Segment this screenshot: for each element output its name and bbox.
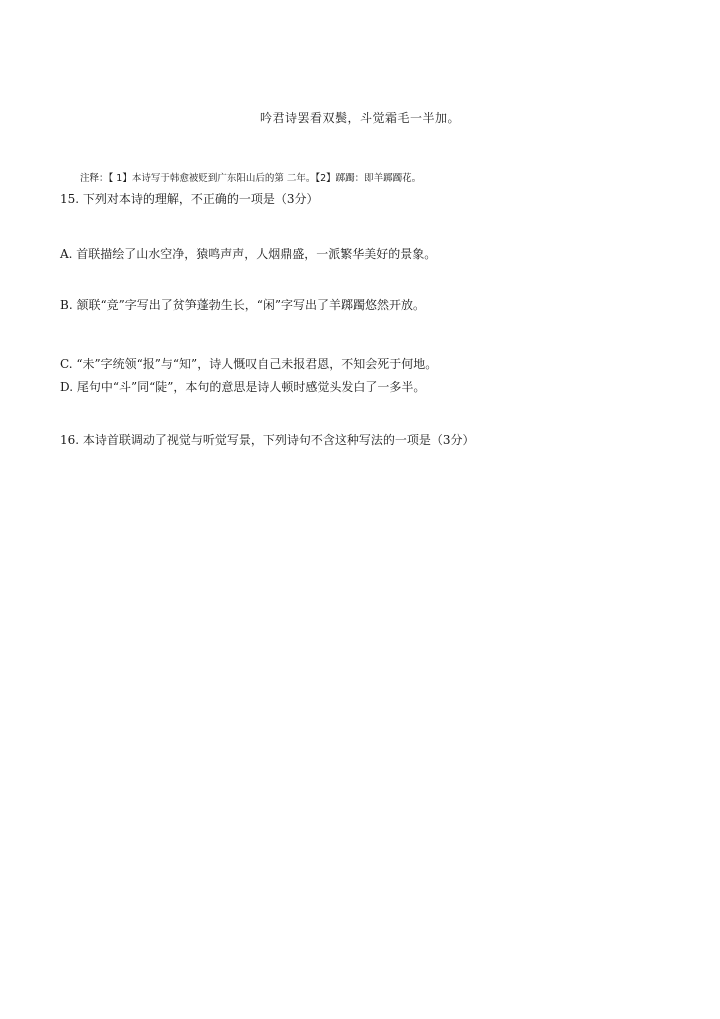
question-15-option-a: A. 首联描绘了山水空净，猿鸣声声，人烟鼎盛，一派繁华美好的景象。 — [60, 247, 437, 261]
poem-line: 吟君诗罢看双鬓，斗觉霜毛一半加。 — [259, 111, 460, 125]
question-16-stem: 16. 本诗首联调动了视觉与听觉写景，下列诗句不含这种写法的一项是（3分） — [60, 433, 475, 447]
question-15-option-b: B. 颔联“竞”字写出了贫笋蓬勃生长，“闲”字写出了羊踯躅悠然开放。 — [60, 298, 425, 312]
question-15-option-d: D. 尾句中“斗”同“陡”，本句的意思是诗人顿时感觉头发白了一多半。 — [60, 380, 426, 394]
poem-annotation: 注释：【 1】本诗写于韩愈被贬到广东阳山后的第 二年。【2】踯躅：即羊踯躅花。 — [80, 173, 422, 184]
question-15-stem: 15. 下列对本诗的理解，不正确的一项是（3分） — [60, 192, 319, 206]
question-15-option-c: C. “未”字统领“报”与“知”，诗人慨叹自己未报君恩，不知会死于何地。 — [60, 357, 438, 371]
